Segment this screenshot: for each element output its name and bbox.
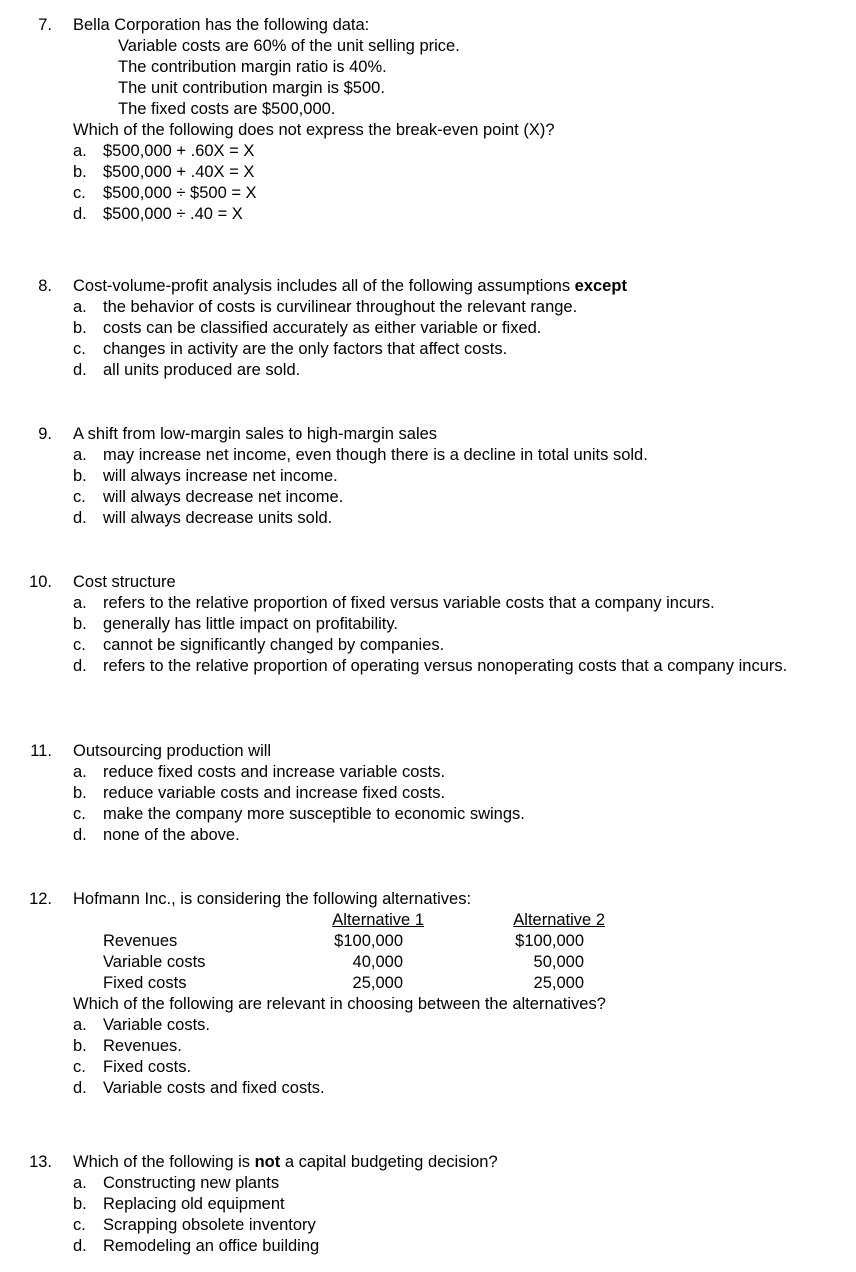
alternatives-table: [103, 910, 605, 994]
option-text: Remodeling an office building: [103, 1237, 320, 1255]
option-text: $500,000 ÷ $500 = X: [103, 184, 257, 202]
option-b[interactable]: [73, 162, 833, 183]
given-item: The contribution margin ratio is 40%.: [118, 58, 387, 76]
option-text: refers to the relative proportion of fixed versus variable costs that a company incurs.: [103, 594, 715, 612]
option-letter: a.: [73, 594, 87, 612]
option-text: changes in activity are the only factors that affect costs.: [103, 340, 508, 358]
option-letter: d.: [73, 657, 87, 675]
answer-options: [73, 141, 833, 225]
option-letter: c.: [73, 1216, 86, 1234]
option-c[interactable]: [73, 339, 833, 360]
question-stem: Hofmann Inc., is considering the following alternatives:: [73, 890, 472, 908]
option-d[interactable]: [73, 656, 833, 677]
table-header-row: [103, 910, 605, 931]
option-b[interactable]: [73, 1036, 833, 1057]
option-text: Constructing new plants: [103, 1174, 280, 1192]
option-text: costs can be classified accurately as either variable or fixed.: [103, 319, 542, 337]
question-number: 9.: [38, 425, 52, 443]
option-letter: a.: [73, 142, 87, 160]
option-a[interactable]: [73, 1015, 833, 1036]
option-text: reduce fixed costs and increase variable costs.: [103, 763, 446, 781]
option-letter: d.: [73, 826, 87, 844]
option-letter: b.: [73, 319, 87, 337]
option-d[interactable]: [73, 1236, 833, 1257]
question-stem: Cost structure: [73, 573, 176, 591]
option-letter: b.: [73, 467, 87, 485]
option-letter: a.: [73, 1016, 87, 1034]
option-c[interactable]: [73, 1215, 833, 1236]
option-letter: a.: [73, 298, 87, 316]
option-letter: b.: [73, 163, 87, 181]
table-row: [103, 931, 605, 952]
question-number: 11.: [30, 742, 52, 760]
option-a[interactable]: [73, 445, 833, 466]
option-letter: d.: [73, 361, 87, 379]
option-letter: a.: [73, 446, 87, 464]
option-text: Scrapping obsolete inventory: [103, 1216, 316, 1234]
option-text: cannot be significantly changed by companies.: [103, 636, 445, 654]
answer-options: [73, 1015, 833, 1099]
question-number: 8.: [38, 277, 52, 295]
option-text: Variable costs and fixed costs.: [103, 1079, 325, 1097]
option-letter: c.: [73, 1058, 86, 1076]
option-text: will always decrease units sold.: [103, 509, 333, 527]
option-a[interactable]: [73, 1173, 833, 1194]
stem-text: Cost-volume-profit analysis includes all of the following assumptions: [73, 277, 575, 295]
option-b[interactable]: [73, 466, 833, 487]
row-label: Variable costs: [103, 953, 206, 971]
column-header: Alternative 2: [513, 911, 605, 929]
option-letter: b.: [73, 1195, 87, 1213]
option-text: generally has little impact on profitability.: [103, 615, 399, 633]
answer-options: [73, 593, 833, 677]
given-item: The fixed costs are $500,000.: [118, 100, 336, 118]
option-letter: d.: [73, 1079, 87, 1097]
option-letter: d.: [73, 205, 87, 223]
option-a[interactable]: [73, 762, 833, 783]
option-letter: c.: [73, 340, 86, 358]
option-letter: b.: [73, 784, 87, 802]
question-body: [73, 1152, 833, 1257]
option-text: Replacing old equipment: [103, 1195, 285, 1213]
question-body: [73, 572, 833, 677]
option-text: Variable costs.: [103, 1016, 210, 1034]
option-text: Fixed costs.: [103, 1058, 192, 1076]
option-text: $500,000 ÷ .40 = X: [103, 205, 243, 223]
option-c[interactable]: [73, 1057, 833, 1078]
option-text: the behavior of costs is curvilinear throughout the relevant range.: [103, 298, 578, 316]
option-letter: b.: [73, 1037, 87, 1055]
option-text: make the company more susceptible to economic swings.: [103, 805, 525, 823]
cell-alt1: $100,000: [334, 932, 403, 950]
question-prompt: Which of the following does not express the break-even point (X)?: [73, 121, 555, 139]
option-text: all units produced are sold.: [103, 361, 301, 379]
option-text: will always increase net income.: [103, 467, 338, 485]
stem-text: Which of the following is: [73, 1153, 255, 1171]
answer-options: [73, 445, 833, 529]
option-c[interactable]: [73, 804, 833, 825]
cell-alt2: $100,000: [515, 932, 584, 950]
table-row: [103, 952, 605, 973]
cell-alt2: 50,000: [533, 953, 584, 971]
question-number: 10.: [29, 573, 52, 591]
option-c[interactable]: [73, 183, 833, 204]
option-letter: c.: [73, 488, 86, 506]
given-data-list: [73, 36, 833, 120]
question-body: [73, 424, 833, 529]
option-d[interactable]: [73, 204, 833, 225]
option-text: $500,000 + .60X = X: [103, 142, 255, 160]
question-prompt: Which of the following are relevant in choosing between the alternatives?: [73, 995, 606, 1013]
question-body: [73, 276, 833, 381]
table-row: [103, 973, 605, 994]
option-b[interactable]: [73, 318, 833, 339]
column-header: Alternative 1: [332, 911, 424, 929]
given-item: Variable costs are 60% of the unit selling price.: [118, 37, 460, 55]
question-body: [73, 889, 833, 1099]
option-letter: a.: [73, 1174, 87, 1192]
option-b[interactable]: [73, 1194, 833, 1215]
option-text: none of the above.: [103, 826, 240, 844]
option-letter: c.: [73, 805, 86, 823]
option-d[interactable]: [73, 508, 833, 529]
given-item: The unit contribution margin is $500.: [118, 79, 385, 97]
option-text: will always decrease net income.: [103, 488, 344, 506]
option-letter: c.: [73, 184, 86, 202]
option-letter: a.: [73, 763, 87, 781]
option-text: reduce variable costs and increase fixed costs.: [103, 784, 446, 802]
cell-alt2: 25,000: [533, 974, 584, 992]
option-letter: c.: [73, 636, 86, 654]
cell-alt1: 40,000: [352, 953, 403, 971]
question-number: 13.: [29, 1153, 52, 1171]
option-d[interactable]: [73, 1078, 833, 1099]
option-letter: d.: [73, 509, 87, 527]
question-stem: Bella Corporation has the following data:: [73, 16, 370, 34]
option-b[interactable]: [73, 783, 833, 804]
stem-emphasis: except: [574, 277, 627, 295]
option-a[interactable]: [73, 297, 833, 318]
answer-options: [73, 1173, 833, 1257]
question-number: 12.: [29, 890, 52, 908]
question-stem: A shift from low-margin sales to high-margin sales: [73, 425, 438, 443]
option-text: refers to the relative proportion of operating versus nonoperating costs that a company incurs.: [103, 657, 788, 675]
question-number: 7.: [38, 16, 52, 34]
row-label: Fixed costs: [103, 974, 187, 992]
option-text: may increase net income, even though there is a decline in total units sold.: [103, 446, 648, 464]
answer-options: [73, 297, 833, 381]
option-text: Revenues.: [103, 1037, 182, 1055]
question-stem: [73, 1152, 833, 1173]
option-letter: d.: [73, 1237, 87, 1255]
option-d[interactable]: [73, 825, 833, 846]
option-a[interactable]: [73, 593, 833, 614]
question-body: [73, 741, 833, 846]
stem-emphasis: not: [254, 1153, 281, 1171]
answer-options: [73, 762, 833, 846]
option-b[interactable]: [73, 614, 833, 635]
cell-alt1: 25,000: [352, 974, 403, 992]
row-label: Revenues: [103, 932, 178, 950]
option-c[interactable]: [73, 635, 833, 656]
question-stem: [73, 276, 833, 297]
stem-text: a capital budgeting decision?: [280, 1153, 498, 1171]
option-c[interactable]: [73, 487, 833, 508]
option-a[interactable]: [73, 141, 833, 162]
question-stem: Outsourcing production will: [73, 742, 272, 760]
option-letter: b.: [73, 615, 87, 633]
question-body: [73, 15, 833, 225]
option-text: $500,000 + .40X = X: [103, 163, 255, 181]
option-d[interactable]: [73, 360, 833, 381]
